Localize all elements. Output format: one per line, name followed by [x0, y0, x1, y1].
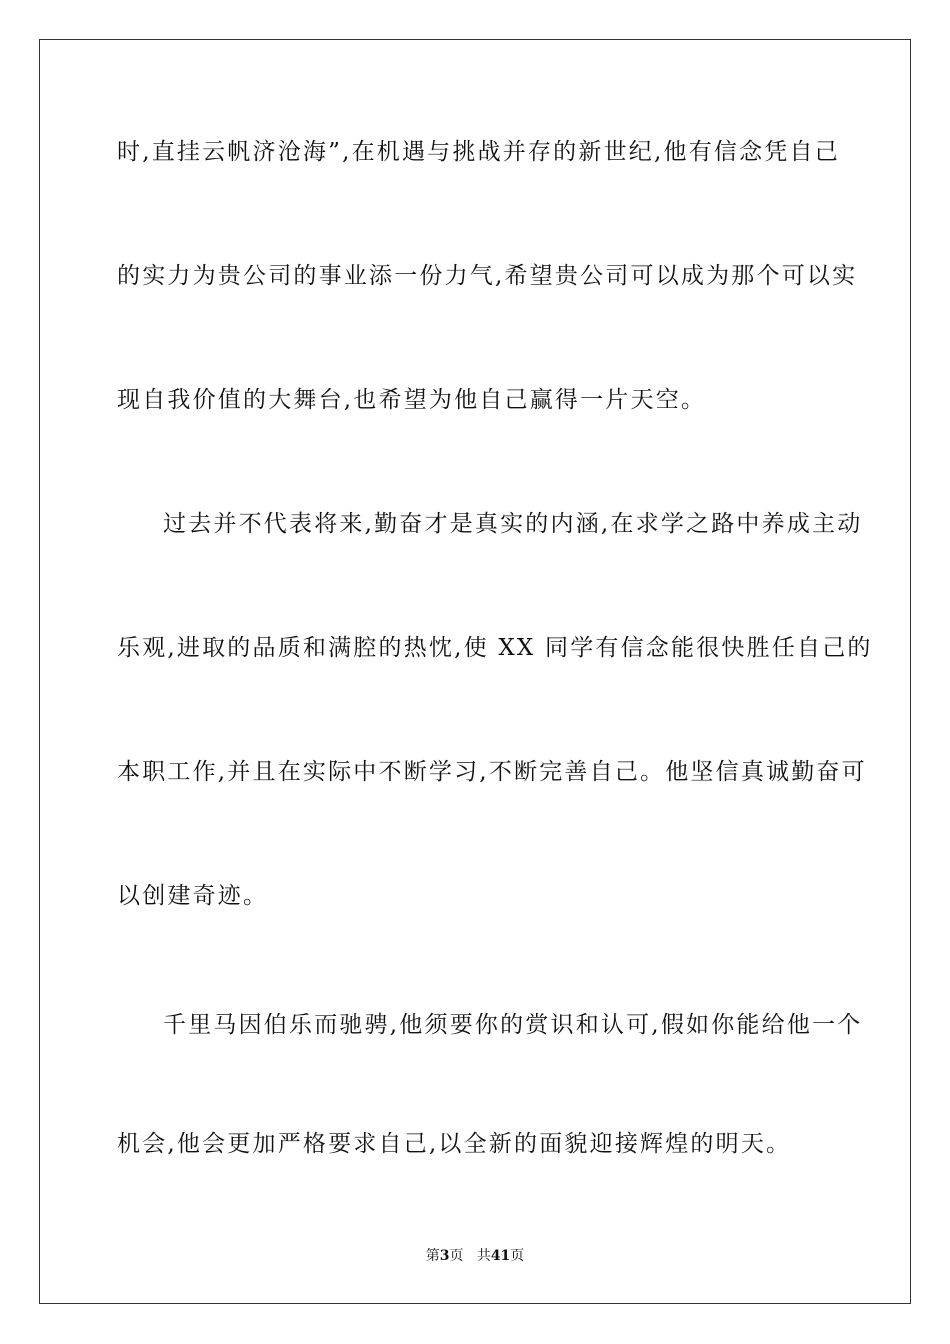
total-page-count: 41 — [490, 1248, 511, 1264]
paragraph-2-line-1: 过去并不代表将来,勤奋才是真实的内涵,在求学之路中养成主动 — [163, 511, 863, 537]
footer-total-prefix: 共 — [476, 1248, 491, 1264]
paragraph-1-line-2: 的实力为贵公司的事业添一份力气,希望贵公司可以成为那个可以实 — [117, 263, 858, 289]
footer-total-suffix: 页 — [510, 1248, 525, 1264]
current-page-number: 3 — [439, 1248, 450, 1264]
footer-prefix: 第 — [425, 1248, 440, 1264]
paragraph-1-line-1: 时,直挂云帆济沧海”,在机遇与挑战并存的新世纪,他有信念凭自己 — [117, 139, 840, 165]
page-border — [39, 39, 911, 1304]
paragraph-3-line-1: 千里马因伯乐而驰骋,他须要你的赏识和认可,假如你能给他一个 — [163, 1012, 863, 1038]
paragraph-1-line-3: 现自我价值的大舞台,也希望为他自己赢得一片天空。 — [117, 387, 707, 413]
page-number-footer — [0, 1247, 950, 1265]
paragraph-2-line-4: 以创建奇迹。 — [117, 883, 269, 909]
paragraph-2-line-2: 乐观,进取的品质和满腔的热忱,使 XX 同学有信念能很快胜任自己的 — [117, 635, 873, 661]
footer-page-suffix: 页 — [449, 1248, 464, 1264]
paragraph-3-line-2: 机会,他会更加严格要求自己,以全新的面貌迎接辉煌的明天。 — [117, 1131, 792, 1157]
paragraph-2-line-3: 本职工作,并且在实际中不断学习,不断完善自己。他坚信真诚勤奋可 — [117, 759, 867, 785]
